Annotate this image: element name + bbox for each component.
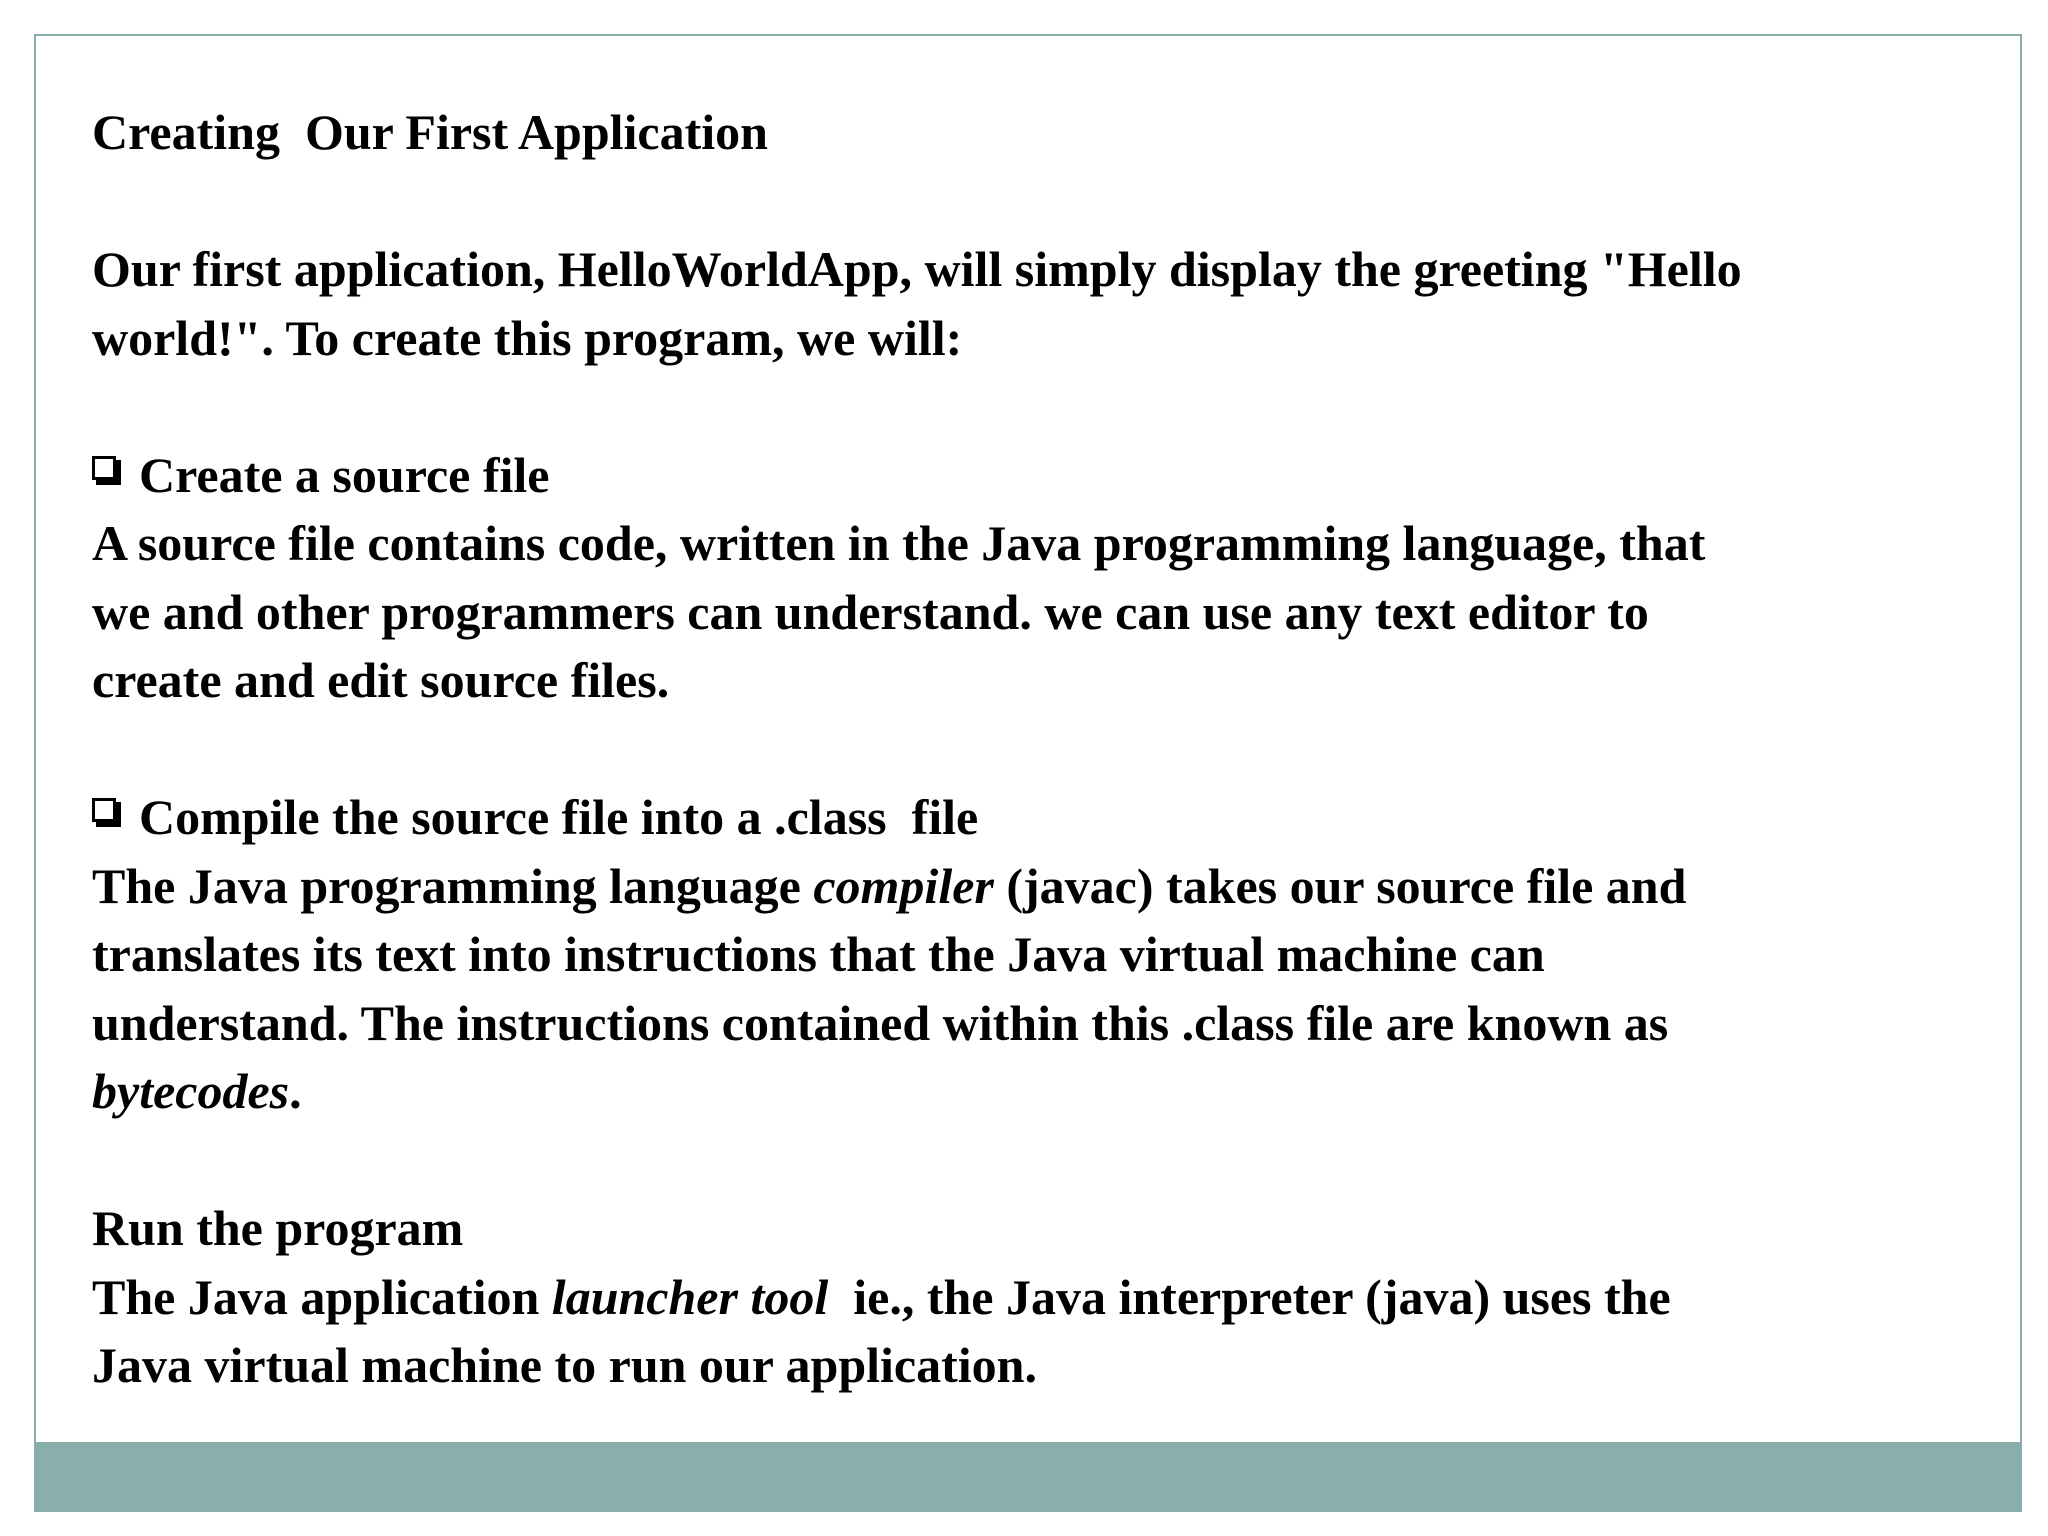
step2-heading-row	[92, 783, 1992, 852]
slide-content	[92, 98, 1992, 1400]
checkbox-icon	[92, 456, 122, 486]
spacer	[92, 715, 1992, 784]
step1-heading-row	[92, 441, 1992, 510]
compiler-term: compiler	[813, 857, 994, 914]
step2-body-line-1	[92, 852, 1992, 921]
step1-heading: Create a source file	[139, 446, 550, 503]
step1-body-line-3: create and edit source files.	[92, 652, 670, 708]
bytecodes-term: bytecodes	[92, 1063, 290, 1119]
slide-title: Creating Our First Application	[92, 104, 768, 160]
step2-body-line-4	[92, 1057, 1992, 1126]
footer-bar	[36, 1442, 2020, 1510]
step2-body-line-4-after: .	[289, 1063, 302, 1119]
slide	[34, 34, 2022, 1512]
launcher-tool-term: launcher tool	[551, 1268, 829, 1325]
step3-body-line-2: Java virtual machine to run our application.	[92, 1337, 1037, 1393]
spacer	[92, 372, 1992, 441]
step3-body-line-1	[92, 1263, 1992, 1332]
intro-line-2: world!". To create this program, we will:	[92, 309, 963, 366]
checkbox-icon	[92, 798, 122, 828]
step2-body-line-1-before: The Java programming language	[92, 857, 814, 914]
intro-line-1: Our first application, HelloWorldApp, will simply display the greeting "Hello	[92, 241, 1742, 297]
spacer	[92, 1126, 1992, 1195]
spacer	[92, 167, 1992, 236]
step2-body-line-2: translates its text into instructions that the Java virtual machine can	[92, 926, 1545, 982]
step2-body-line-1-after: (javac) takes our source file and	[993, 857, 1687, 914]
step1-body-line-1: A source file contains code, written in the Java programming language, that	[92, 515, 1706, 571]
step2-heading: Compile the source file into a .class file	[139, 789, 979, 845]
step3-body-line-1-after: ie., the Java interpreter (java) uses the	[828, 1268, 1671, 1325]
step2-body-line-3: understand. The instructions contained within this .class file are known as	[92, 994, 1669, 1051]
step1-body-line-2: we and other programmers can understand. we can use any text editor to	[92, 583, 1649, 640]
step3-body-line-1-before: The Java application	[92, 1268, 552, 1325]
step3-heading: Run the program	[92, 1200, 464, 1256]
